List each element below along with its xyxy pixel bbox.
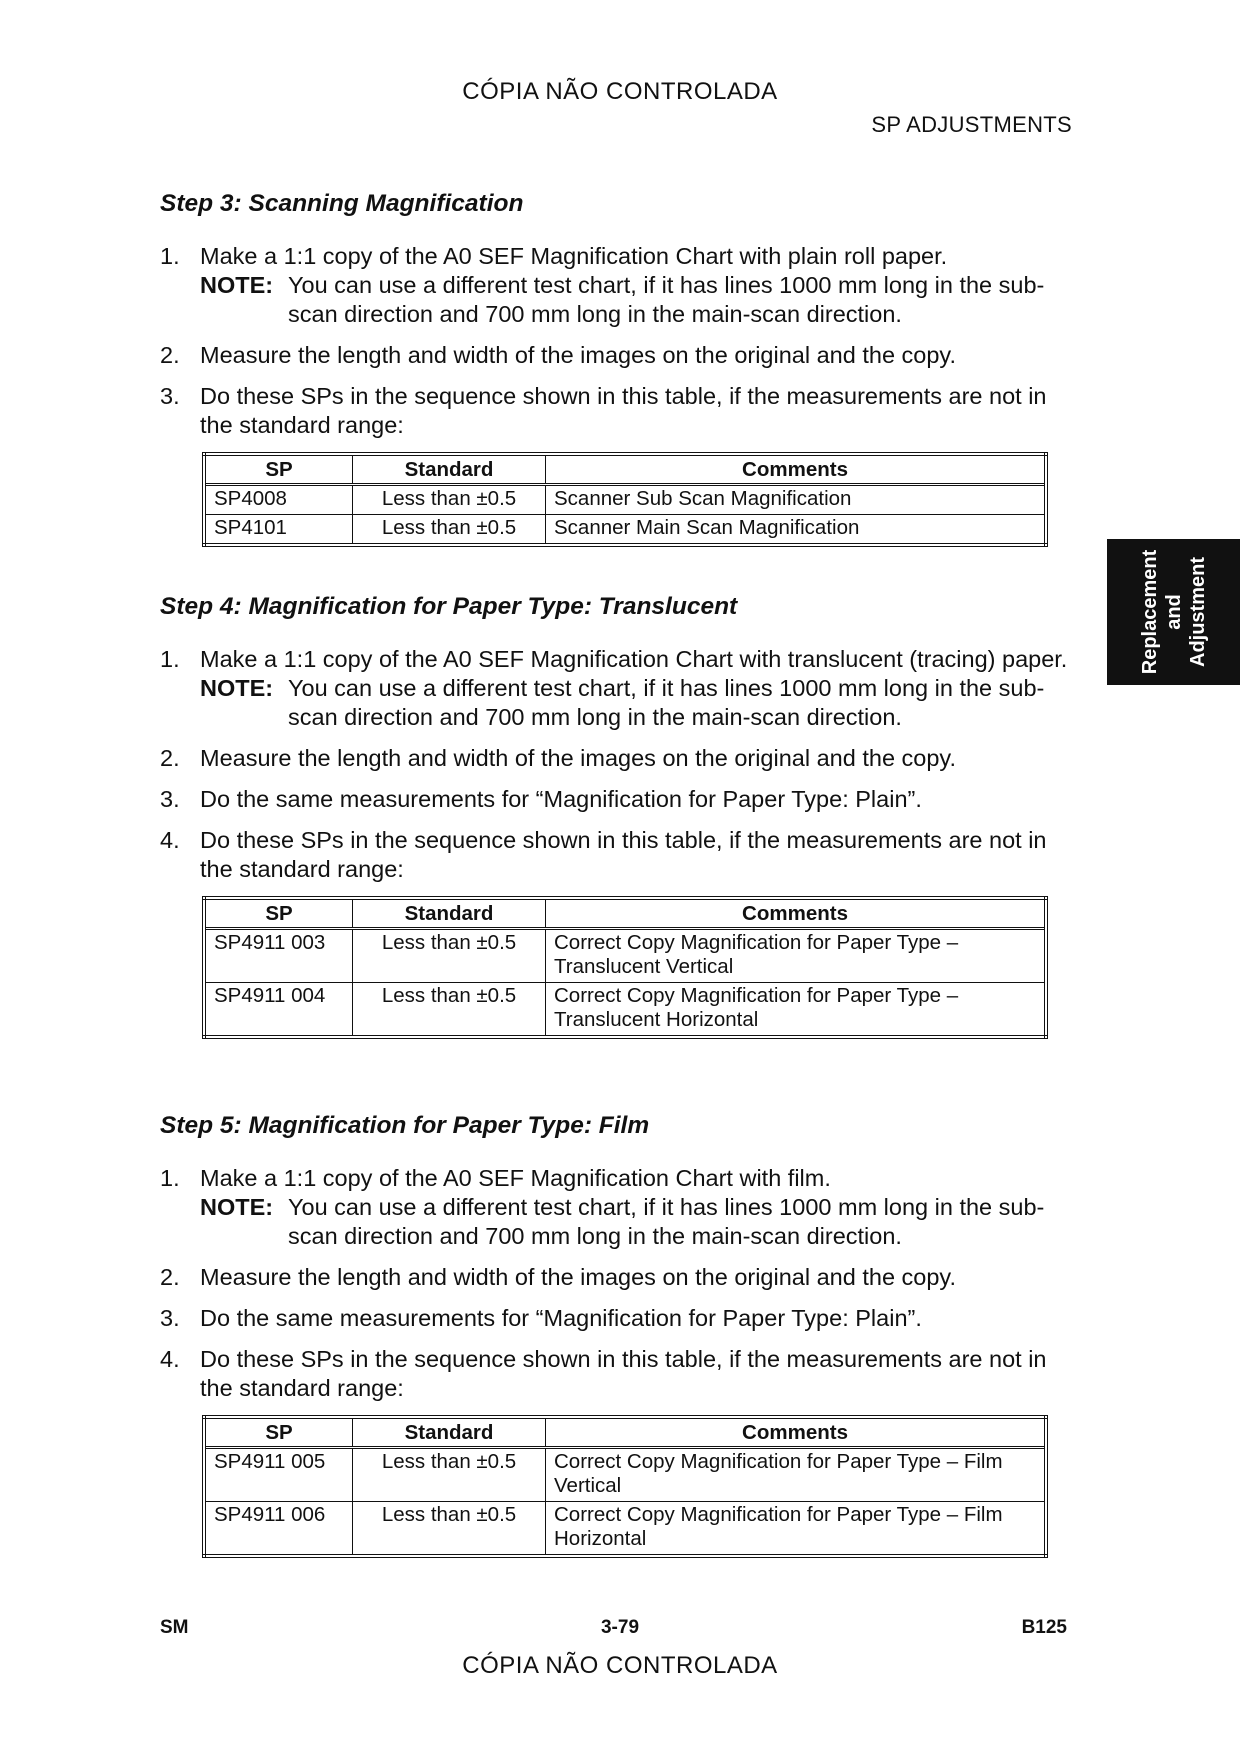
cell-sp: SP4911 004 <box>204 983 353 1038</box>
cell-standard: Less than ±0.5 <box>353 1448 546 1502</box>
item-number: 1. <box>160 243 180 269</box>
cell-standard: Less than ±0.5 <box>353 485 546 515</box>
item-number: 2. <box>160 342 180 368</box>
item-number: 3. <box>160 383 180 409</box>
item-text: Do these SPs in the sequence shown in this table, if the measurements are not in the standard range: <box>200 827 1047 882</box>
list-item <box>160 382 1080 440</box>
column-header-standard: Standard <box>353 454 546 485</box>
list-item <box>160 785 1080 814</box>
note-text: You can use a different test chart, if it has lines 1000 mm long in the sub-scan direction and 700 mm long in the main-scan direction. <box>288 675 1045 730</box>
cell-standard: Less than ±0.5 <box>353 1502 546 1557</box>
item-text: Measure the length and width of the images on the original and the copy. <box>200 342 956 368</box>
note <box>200 674 1080 732</box>
item-number: 2. <box>160 1264 180 1290</box>
list-item <box>160 242 1080 329</box>
cell-comments: Correct Copy Magnification for Paper Type – Film Vertical <box>546 1448 1047 1502</box>
sp-table <box>202 896 1048 1039</box>
table-row <box>204 515 1046 546</box>
column-header-comments: Comments <box>546 898 1047 929</box>
list-item <box>160 826 1080 884</box>
table-row <box>204 929 1046 983</box>
note-label: NOTE: <box>200 675 274 701</box>
cell-sp: SP4008 <box>204 485 353 515</box>
chapter-tab <box>1107 539 1240 685</box>
section-step4 <box>160 593 1080 1039</box>
sp-table <box>202 452 1048 547</box>
cell-comments: Correct Copy Magnification for Paper Type – Translucent Horizontal <box>546 983 1047 1038</box>
list-item <box>160 1263 1080 1292</box>
item-text: Make a 1:1 copy of the A0 SEF Magnification Chart with translucent (tracing) paper. <box>200 646 1068 672</box>
note <box>200 1193 1080 1251</box>
list-item <box>160 744 1080 773</box>
column-header-comments: Comments <box>546 1417 1047 1448</box>
item-text: Do the same measurements for “Magnification for Paper Type: Plain”. <box>200 786 922 812</box>
table-row <box>204 1502 1046 1557</box>
list-item <box>160 1164 1080 1251</box>
item-text: Measure the length and width of the images on the original and the copy. <box>200 745 956 771</box>
list-item <box>160 1304 1080 1333</box>
cell-comments: Scanner Sub Scan Magnification <box>546 485 1047 515</box>
section-title: Step 5: Magnification for Paper Type: Film <box>160 1112 650 1139</box>
column-header-sp: SP <box>204 454 353 485</box>
column-header-sp: SP <box>204 1417 353 1448</box>
cell-comments: Correct Copy Magnification for Paper Type – Film Horizontal <box>546 1502 1047 1557</box>
table-row <box>204 983 1046 1038</box>
cell-sp: SP4101 <box>204 515 353 546</box>
table-row <box>204 485 1046 515</box>
item-number: 1. <box>160 646 180 672</box>
list-item <box>160 341 1080 370</box>
item-text: Do the same measurements for “Magnification for Paper Type: Plain”. <box>200 1305 922 1331</box>
cell-standard: Less than ±0.5 <box>353 515 546 546</box>
watermark-bottom: CÓPIA NÃO CONTROLADA <box>462 1652 778 1679</box>
sp-table <box>202 1415 1048 1558</box>
item-text: Do these SPs in the sequence shown in this table, if the measurements are not in the standard range: <box>200 383 1047 438</box>
note-text: You can use a different test chart, if it has lines 1000 mm long in the sub-scan direction and 700 mm long in the main-scan direction. <box>288 1194 1045 1249</box>
footer-page-number: 3-79 <box>600 1617 640 1638</box>
running-head: SP ADJUSTMENTS <box>871 112 1072 137</box>
cell-standard: Less than ±0.5 <box>353 983 546 1038</box>
chapter-tab-label: Replacement and Adjustment <box>1138 549 1209 675</box>
table-header-row <box>204 1417 1046 1448</box>
note-label: NOTE: <box>200 1194 274 1220</box>
column-header-comments: Comments <box>546 454 1047 485</box>
column-header-standard: Standard <box>353 1417 546 1448</box>
item-text: Do these SPs in the sequence shown in this table, if the measurements are not in the standard range: <box>200 1346 1047 1401</box>
item-number: 1. <box>160 1165 180 1191</box>
section-step3 <box>160 190 1080 547</box>
note <box>200 271 1080 329</box>
column-header-sp: SP <box>204 898 353 929</box>
column-header-standard: Standard <box>353 898 546 929</box>
list-item <box>160 645 1080 732</box>
table-row <box>204 1448 1046 1502</box>
item-number: 4. <box>160 827 180 853</box>
cell-standard: Less than ±0.5 <box>353 929 546 983</box>
item-text: Measure the length and width of the images on the original and the copy. <box>200 1264 956 1290</box>
section-title: Step 4: Magnification for Paper Type: Translucent <box>160 593 738 620</box>
item-number: 2. <box>160 745 180 771</box>
table-header-row <box>204 898 1046 929</box>
footer-model-code: B125 <box>1021 1617 1067 1638</box>
step-list <box>160 645 1080 884</box>
cell-comments: Scanner Main Scan Magnification <box>546 515 1047 546</box>
cell-sp: SP4911 006 <box>204 1502 353 1557</box>
footer-manual-code: SM <box>160 1617 189 1638</box>
section-step5 <box>160 1112 1080 1558</box>
note-text: You can use a different test chart, if it has lines 1000 mm long in the sub-scan direction and 700 mm long in the main-scan direction. <box>288 272 1045 327</box>
item-number: 4. <box>160 1346 180 1372</box>
section-title: Step 3: Scanning Magnification <box>160 190 524 217</box>
cell-sp: SP4911 003 <box>204 929 353 983</box>
cell-comments: Correct Copy Magnification for Paper Type – Translucent Vertical <box>546 929 1047 983</box>
table-header-row <box>204 454 1046 485</box>
cell-sp: SP4911 005 <box>204 1448 353 1502</box>
step-list <box>160 242 1080 440</box>
list-item <box>160 1345 1080 1403</box>
item-text: Make a 1:1 copy of the A0 SEF Magnification Chart with plain roll paper. <box>200 243 948 269</box>
watermark-top: CÓPIA NÃO CONTROLADA <box>462 78 778 105</box>
note-label: NOTE: <box>200 272 274 298</box>
item-number: 3. <box>160 786 180 812</box>
step-list <box>160 1164 1080 1403</box>
item-text: Make a 1:1 copy of the A0 SEF Magnification Chart with film. <box>200 1165 831 1191</box>
item-number: 3. <box>160 1305 180 1331</box>
